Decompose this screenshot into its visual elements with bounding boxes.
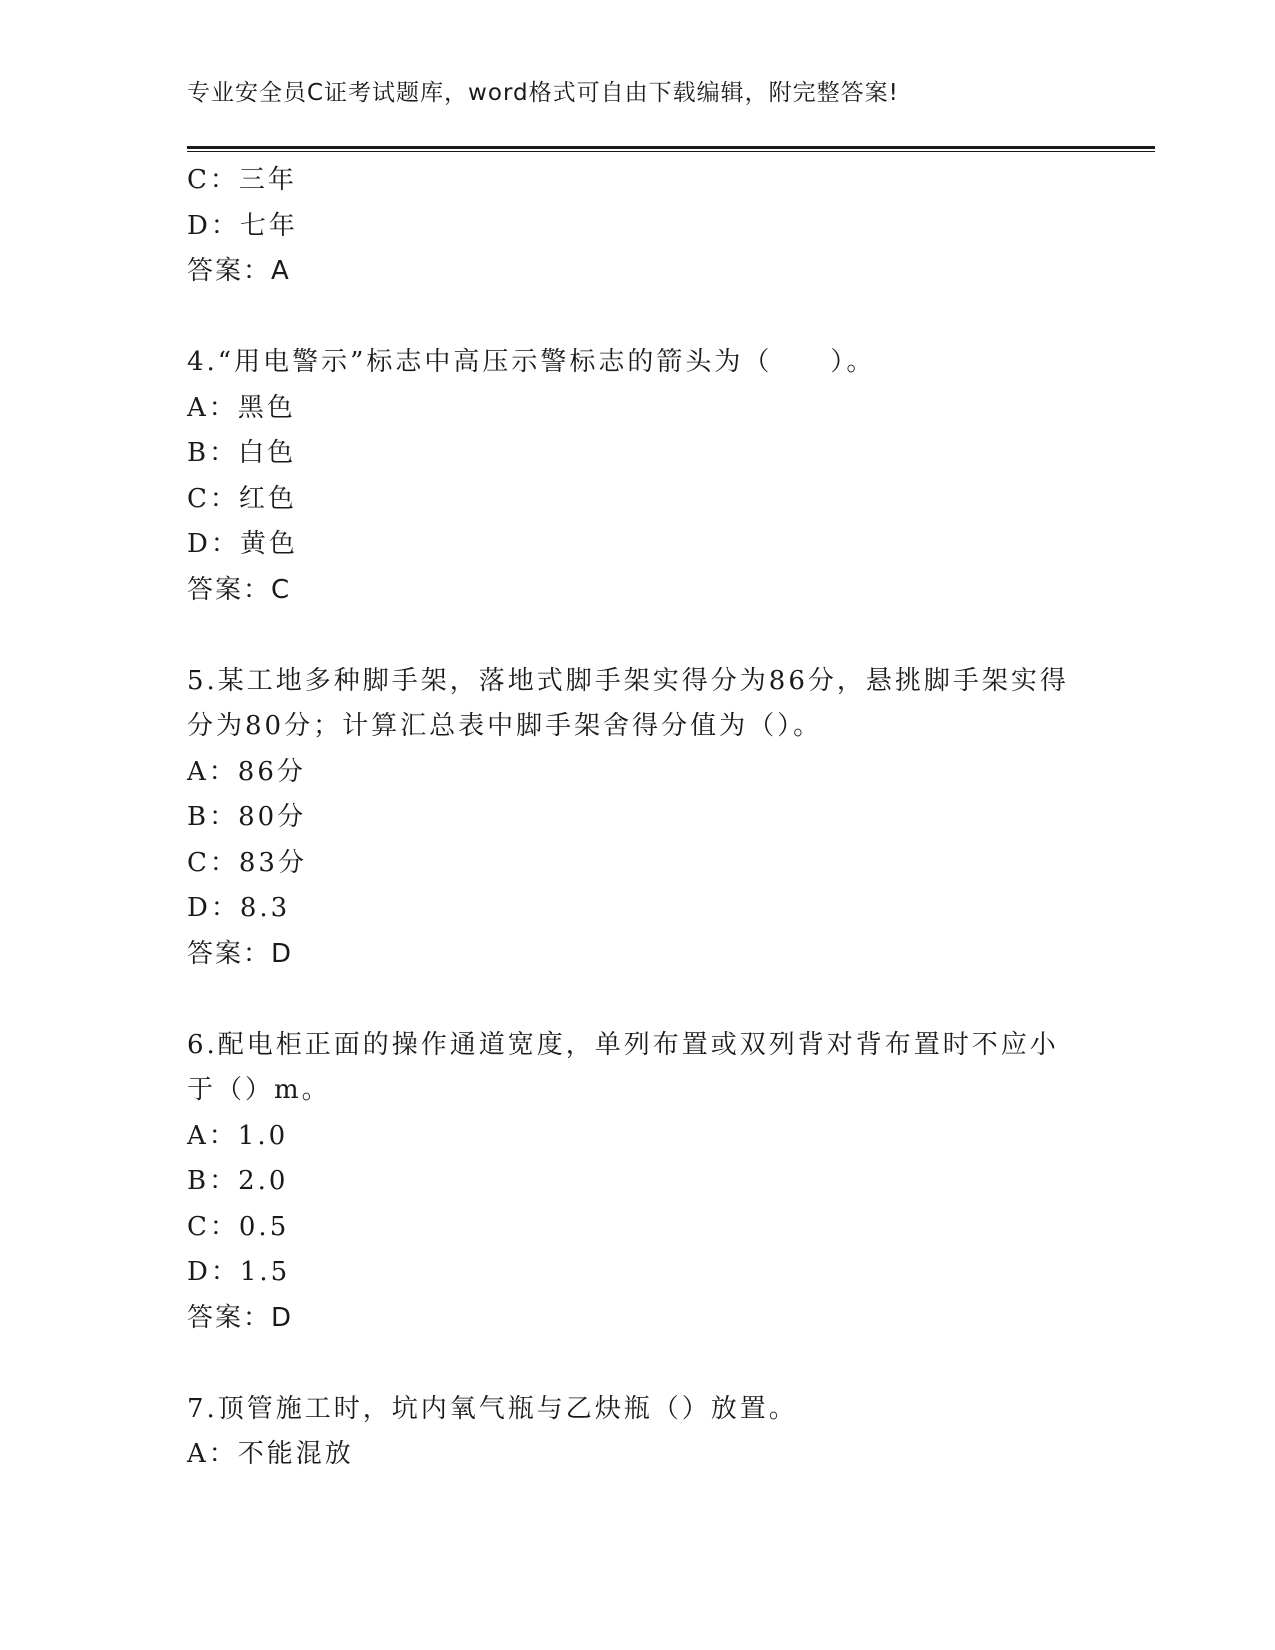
- option-d: D：七年: [187, 210, 298, 241]
- question-3-continued: [187, 158, 1087, 295]
- question-text: 于（）m。: [187, 1075, 331, 1105]
- question-text: 7.顶管施工时，坑内氧气瓶与乙炔瓶（）放置。: [187, 1393, 798, 1424]
- option-a: A：1.0: [187, 1120, 289, 1151]
- option-a: A：黑色: [187, 392, 296, 423]
- question-text: 5.某工地多种脚手架，落地式脚手架实得分为86分，悬挑脚手架实得: [187, 665, 1069, 696]
- option-c: C：红色: [187, 483, 297, 514]
- question-text: 6.配电柜正面的操作通道宽度，单列布置或双列背对背布置时不应小: [187, 1029, 1059, 1060]
- option-c: C：83分: [187, 847, 307, 878]
- option-c: C：0.5: [187, 1211, 290, 1242]
- option-c: C：三年: [187, 165, 297, 195]
- answer: 答案：A: [187, 256, 291, 286]
- option-b: B：80分: [187, 802, 307, 832]
- question-4: [187, 340, 1087, 613]
- question-text: 分为80分；计算汇总表中脚手架舍得分值为（）。: [187, 711, 823, 741]
- spacer: [187, 1341, 1087, 1387]
- option-a: A：不能混放: [187, 1439, 354, 1469]
- option-b: B：白色: [187, 438, 297, 468]
- spacer: [187, 613, 1087, 659]
- answer: 答案：D: [187, 938, 294, 969]
- header-divider: [187, 146, 1155, 152]
- question-list: [187, 158, 1087, 1478]
- option-d: D：8.3: [187, 893, 291, 923]
- spacer: [187, 977, 1087, 1023]
- option-d: D：1.5: [187, 1257, 291, 1287]
- answer: 答案：D: [187, 1302, 294, 1333]
- answer: 答案：C: [187, 574, 292, 605]
- question-7: [187, 1387, 1087, 1478]
- option-a: A：86分: [187, 756, 306, 787]
- option-b: B：2.0: [187, 1166, 289, 1196]
- question-text: 4.“用电警示”标志中高压示警标志的箭头为（ ）。: [187, 347, 876, 377]
- option-d: D：黄色: [187, 529, 298, 559]
- page-header: 专业安全员C证考试题库，word格式可自由下载编辑，附完整答案!: [187, 80, 899, 106]
- spacer: [187, 295, 1087, 341]
- question-6: [187, 1023, 1087, 1342]
- question-5: [187, 659, 1087, 978]
